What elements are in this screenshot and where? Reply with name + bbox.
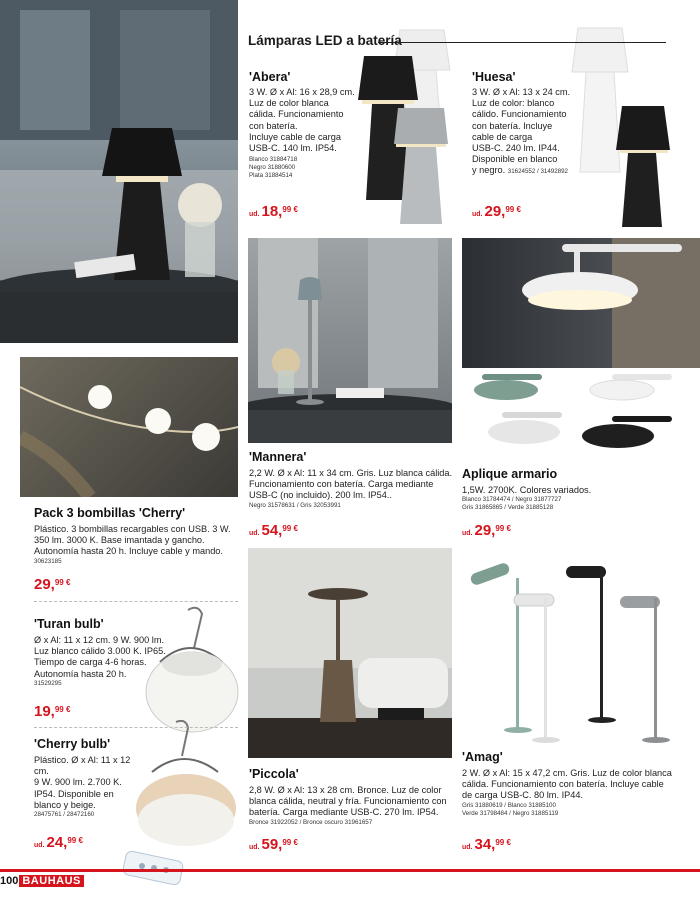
amag-unit: ud. xyxy=(462,844,473,851)
cherry-bulb-desc-line: Plástico. Ø x Al: 11 x 12 cm. xyxy=(34,755,131,777)
piccola-photo xyxy=(248,548,452,758)
aplique-price-dec: 99 € xyxy=(495,524,511,533)
divider xyxy=(34,727,238,728)
cherry-bulb-price xyxy=(34,834,83,852)
huesa-price xyxy=(472,203,521,221)
piccola-name: 'Piccola' xyxy=(249,767,299,781)
aplique-desc-line: 1,5W. 2700K. Colores variados. xyxy=(462,485,592,495)
cherry-pack-desc-line: Autonomía hasta 20 h. Incluye cable y mando. xyxy=(34,546,223,557)
abera-desc-line: cálida. Funcionamiento xyxy=(249,109,344,120)
abera-code: Plata 31884514 xyxy=(249,172,293,180)
mannera-price-dec: 99 € xyxy=(282,524,298,533)
cherry-pack-photo xyxy=(20,357,238,497)
amag-desc-line: de carga USB-C. 80 lm. IP44. xyxy=(462,790,584,801)
turan-desc-line: Luz blanco cálido 3.000 K. IP65. xyxy=(34,646,166,657)
cherry-pack-price-int: 29, xyxy=(34,576,55,593)
piccola-block xyxy=(249,767,453,827)
section-title: Lámparas LED a batería xyxy=(248,33,402,48)
huesa-codes: 31624552 / 31492892 xyxy=(507,168,568,176)
cherry-pack-block xyxy=(34,506,239,566)
amag-desc-line: 2 W. Ø x Al: 15 x 47,2 cm. Gris. Luz de color blanca xyxy=(462,768,672,778)
huesa-price-dec: 99 € xyxy=(505,205,521,214)
abera-lifestyle-photo xyxy=(0,0,238,343)
mannera-desc-line: Funcionamiento con batería. Carga mediante xyxy=(249,479,434,490)
mannera-block xyxy=(249,450,453,510)
abera-desc-line: 3 W. Ø x Al: 16 x 28,9 cm. xyxy=(249,87,355,97)
aplique-code: Gris 31865865 / Verde 31885128 xyxy=(462,504,554,512)
page-number: 100 xyxy=(0,875,19,887)
turan-price-dec: 99 € xyxy=(54,705,71,714)
footer xyxy=(0,874,84,888)
abera-price xyxy=(249,203,298,221)
abera-unit: ud. xyxy=(249,211,260,218)
turan-price xyxy=(34,703,70,721)
huesa-block xyxy=(472,70,592,177)
mannera-photo xyxy=(248,238,452,443)
mannera-desc-line: 2,2 W. Ø x Al: 11 x 34 cm. Gris. Luz blanca cálida. xyxy=(249,468,453,478)
mannera-code: Negro 31578631 / Gris 32053991 xyxy=(249,501,341,509)
aplique-variants-image xyxy=(462,368,700,463)
abera-desc-line: Incluye cable de carga xyxy=(249,131,341,142)
footer-bar xyxy=(0,869,700,872)
divider xyxy=(34,601,238,602)
cherry-bulb-desc-line: IP54. Disponible en xyxy=(34,788,114,799)
cherry-bulb-price-dec: 99 € xyxy=(67,836,83,845)
abera-desc-line: USB-C. 140 lm. IP54. xyxy=(249,143,337,154)
turan-desc-line: Autonomía hasta 20 h. xyxy=(34,668,127,679)
mannera-price xyxy=(249,522,298,540)
aplique-photo xyxy=(462,238,700,368)
mannera-desc-line: USB-C (no incluido). 200 lm. IP54.. xyxy=(249,490,392,501)
piccola-unit: ud. xyxy=(249,844,260,851)
aplique-block xyxy=(462,467,694,512)
turan-code: 31529295 xyxy=(34,679,62,687)
huesa-unit: ud. xyxy=(472,211,483,218)
mannera-price-int: 54, xyxy=(261,522,283,539)
abera-lifestyle-illustration xyxy=(0,0,238,343)
amag-price xyxy=(462,836,511,854)
mannera-unit: ud. xyxy=(249,530,260,537)
amag-code: Verde 31798484 / Negro 31885119 xyxy=(462,809,559,817)
cherry-pack-desc-line: 350 lm. 3000 K. Base imantada y gancho. xyxy=(34,535,205,546)
cherry-pack-code: 30623185 xyxy=(34,557,62,565)
cherry-pack-price xyxy=(34,576,70,594)
abera-code: Blanco 31884718 xyxy=(249,156,298,164)
piccola-price-dec: 99 € xyxy=(282,838,298,847)
section-title-rule xyxy=(378,42,666,43)
cherry-bulb-desc-line: blanco y beige. xyxy=(34,799,96,810)
amag-price-int: 34, xyxy=(474,836,496,853)
huesa-last-line: y negro. xyxy=(472,165,506,176)
aplique-code: Blanco 31784474 / Negro 31877727 xyxy=(462,496,562,504)
huesa-name: 'Huesa' xyxy=(472,70,516,84)
piccola-price-int: 59, xyxy=(261,836,283,853)
huesa-price-int: 29, xyxy=(484,203,506,220)
huesa-desc-line: 3 W. Ø x Al: 13 x 24 cm. xyxy=(472,87,571,97)
cherry-bulb-block xyxy=(34,737,144,819)
cherry-pack-name: Pack 3 bombillas 'Cherry' xyxy=(34,506,186,520)
cherry-pack-desc-line: Plástico. 3 bombillas recargables con USB. 3 W. xyxy=(34,524,231,534)
abera-name: 'Abera' xyxy=(249,70,291,84)
aplique-price xyxy=(462,522,511,540)
mannera-name: 'Mannera' xyxy=(249,450,307,464)
huesa-desc-line: USB-C. 240 lm. IP44. xyxy=(472,143,560,154)
aplique-unit: ud. xyxy=(462,530,473,537)
amag-block xyxy=(462,750,694,818)
piccola-code: Bronce 31922052 / Bronce oscuro 31961657 xyxy=(249,818,373,826)
cherry-pack-price-dec: 99 € xyxy=(54,578,71,587)
cherry-bulb-unit: ud. xyxy=(34,842,45,849)
abera-price-dec: 99 € xyxy=(282,205,298,214)
turan-block xyxy=(34,617,174,688)
piccola-desc-line: blanca cálida, neutral y fría. Funcionamiento con xyxy=(249,796,447,807)
huesa-desc-line: cálido. Funcionamiento xyxy=(472,109,567,120)
huesa-desc-line: Disponible en blanco xyxy=(472,154,558,165)
piccola-price xyxy=(249,836,298,854)
amag-price-dec: 99 € xyxy=(495,838,511,847)
brand-logo: BAUHAUS xyxy=(19,875,84,887)
cherry-bulb-desc-line: 9 W. 900 lm. 2.700 K. xyxy=(34,777,122,788)
piccola-desc-line: 2,8 W. Ø x Al: 13 x 28 cm. Bronce. Luz de color xyxy=(249,785,442,795)
cherry-bulb-code: 28475761 / 28472160 xyxy=(34,811,95,819)
piccola-desc-line: batería. Carga mediante USB-C. 270 lm. IP54. xyxy=(249,807,439,818)
cherry-bulb-name: 'Cherry bulb' xyxy=(34,737,111,751)
huesa-desc-line: con batería. Incluye xyxy=(472,120,553,131)
turan-desc-line: Tiempo de carga 4-6 horas. xyxy=(34,657,147,668)
huesa-desc-line: Luz de color: blanco xyxy=(472,98,555,109)
abera-code: Negro 31880600 xyxy=(249,164,296,172)
amag-desc-line: cálida. Funcionamiento con batería. Incluye cable xyxy=(462,779,664,790)
cherry-bulb-price-int: 24, xyxy=(46,834,68,851)
amag-code: Gris 31880619 / Blanco 31885100 xyxy=(462,801,556,809)
abera-price-int: 18, xyxy=(261,203,283,220)
amag-name: 'Amag' xyxy=(462,750,503,764)
aplique-name: Aplique armario xyxy=(462,467,558,481)
turan-price-int: 19, xyxy=(34,703,55,720)
huesa-desc-last xyxy=(472,165,592,176)
turan-name: 'Turan bulb' xyxy=(34,617,104,631)
abera-desc-line: Luz de color blanca xyxy=(249,98,329,109)
amag-product-image xyxy=(462,548,700,748)
turan-desc-line: Ø x Al: 11 x 12 cm. 9 W. 900 lm. xyxy=(34,635,165,645)
abera-desc-line: con batería. xyxy=(249,120,298,131)
abera-block xyxy=(249,70,389,180)
huesa-desc-line: cable de carga xyxy=(472,131,533,142)
aplique-price-int: 29, xyxy=(474,522,496,539)
